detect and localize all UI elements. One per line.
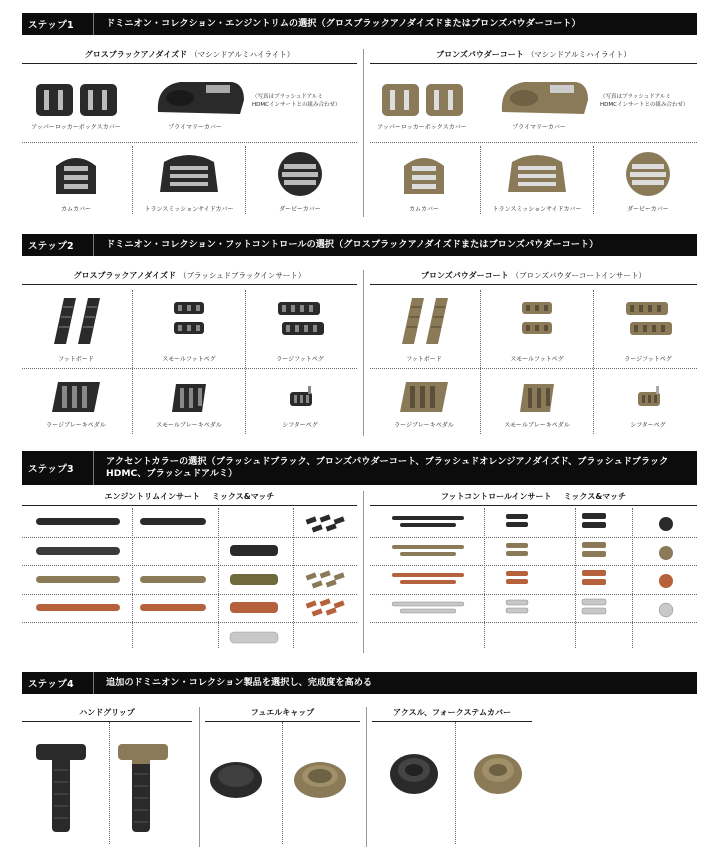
- small-footpeg-bronze-image: [486, 292, 588, 350]
- footboard-bronze-image: [374, 292, 474, 350]
- cam-cover-black: [26, 148, 126, 214]
- footboard-bronze-caption: フットボード: [406, 356, 442, 363]
- step4-heading-handgrip: ハンドグリップ: [22, 707, 192, 722]
- small-footpeg-black: [138, 292, 240, 366]
- step2-left-heading: [22, 270, 357, 285]
- small-brake-pedal-black-caption: スモールブレーキペダル: [156, 422, 222, 429]
- step1-title: ドミニオン・コレクション・エンジントリムの選択（グロスブラックアノダイズドまたはブロンズパウダーコート）: [106, 18, 581, 30]
- step2-left-heading-sub: （ブラッシュドブラックインサート）: [178, 271, 306, 280]
- rocker-box-cover-black-caption: アッパーロッカーボックスカバー: [31, 124, 121, 131]
- primary-cover-bronze-image: [484, 72, 594, 118]
- cam-cover-black-caption: カムカバー: [60, 206, 91, 213]
- engine-trim-inserts-grid: [22, 508, 357, 653]
- derby-cover-bronze: [598, 148, 698, 214]
- transmission-side-cover-bronze-image: [486, 148, 588, 198]
- step2-right-heading: [370, 270, 697, 285]
- derby-cover-black-image: [250, 148, 350, 198]
- footboard-black-caption: フットボード: [58, 356, 94, 363]
- rocker-box-cover-bronze: [372, 72, 472, 134]
- cam-cover-bronze-image: [374, 148, 474, 198]
- small-footpeg-bronze-caption: スモールフットペグ: [510, 356, 564, 363]
- shifter-peg-black-caption: シフターペグ: [282, 422, 318, 429]
- step1-right-heading-sub: （マシンドアルミハイライト）: [526, 50, 631, 59]
- large-footpeg-bronze: [598, 292, 698, 366]
- step1-right-note: [600, 94, 688, 109]
- step1-right-heading: [370, 49, 697, 64]
- step1-left-heading-main: グロスブラックアノダイズド: [84, 50, 188, 59]
- footcontrol-inserts-grid: [370, 508, 697, 653]
- large-footpeg-bronze-caption: ラージフットペグ: [624, 356, 672, 363]
- shifter-peg-bronze-caption: シフターペグ: [630, 422, 666, 429]
- step3-right-heading: [370, 491, 697, 506]
- transmission-side-cover-bronze: [486, 148, 588, 214]
- large-brake-pedal-black-caption: ラージブレーキペダル: [46, 422, 106, 429]
- cam-cover-bronze: [374, 148, 474, 214]
- step3-left-heading: [22, 491, 357, 506]
- small-footpeg-black-image: [138, 292, 240, 350]
- rocker-box-cover-black-image: [26, 72, 126, 118]
- step4-title: 追加のドミニオン・コレクション製品を選択し、完成度を高める: [106, 677, 373, 689]
- step3-left-heading-main: エンジントリムインサート: [104, 492, 201, 501]
- small-brake-pedal-bronze: [486, 372, 588, 434]
- step1-right-note-line1: （写真はブラッシュドアルミ: [600, 94, 671, 100]
- step1-left-note: [252, 94, 340, 109]
- step2-right-heading-sub: （ブロンズパウダーコートインサート）: [511, 271, 646, 280]
- shifter-peg-black: [250, 372, 350, 434]
- step2-right-heading-main: ブロンズパウダーコート: [420, 271, 509, 280]
- step2-title: ドミニオン・コレクション・フットコントロールの選択（グロスブラックアノダイズドまたはブロンズパウダーコート）: [106, 239, 599, 251]
- primary-cover-black: [140, 72, 250, 134]
- small-brake-pedal-bronze-image: [486, 372, 588, 418]
- step1-left-note-line1: （写真はブラッシュドアルミ: [252, 94, 323, 100]
- step1-right-note-line2: HDMCインサートとの組み合わせ）: [600, 101, 689, 108]
- step3-label: ステップ3: [22, 451, 94, 485]
- rocker-box-cover-bronze-image: [372, 72, 472, 118]
- step1-right-heading-main: ブロンズパウダーコート: [436, 50, 524, 59]
- large-footpeg-bronze-image: [598, 292, 698, 350]
- step2-bar: [22, 234, 697, 256]
- step4-products-image: [22, 722, 702, 847]
- step2-label: ステップ2: [22, 234, 94, 256]
- large-brake-pedal-bronze: [374, 372, 474, 434]
- primary-cover-bronze-caption: プライマリーカバー: [512, 124, 566, 131]
- derby-cover-black-caption: ダービーカバー: [279, 206, 321, 213]
- derby-cover-bronze-image: [598, 148, 698, 198]
- transmission-side-cover-black: [138, 148, 240, 214]
- shifter-peg-black-image: [250, 372, 350, 418]
- primary-cover-black-image: [140, 72, 250, 118]
- step2-left-heading-main: グロスブラックアノダイズド: [73, 271, 176, 280]
- step4-heading-fuel-cap: フュエルキャップ: [205, 707, 360, 722]
- step4-heading-axle-cover: アクスル、フォークステムカバー: [372, 707, 532, 722]
- large-footpeg-black-caption: ラージフットペグ: [276, 356, 324, 363]
- transmission-side-cover-bronze-caption: トランスミッションサイドカバー: [492, 206, 582, 213]
- rocker-box-cover-black: [26, 72, 126, 134]
- small-brake-pedal-black: [138, 372, 240, 434]
- small-brake-pedal-black-image: [138, 372, 240, 418]
- small-footpeg-bronze: [486, 292, 588, 366]
- derby-cover-bronze-caption: ダービーカバー: [627, 206, 669, 213]
- rocker-box-cover-bronze-caption: アッパーロッカーボックスカバー: [377, 124, 467, 131]
- shifter-peg-bronze-image: [598, 372, 698, 418]
- step1-left-heading-sub: （マシンドアルミハイライト）: [190, 50, 295, 59]
- shifter-peg-bronze: [598, 372, 698, 434]
- large-brake-pedal-black-image: [26, 372, 126, 418]
- large-brake-pedal-bronze-image: [374, 372, 474, 418]
- step1-left-heading: [22, 49, 357, 64]
- step3-right-heading-sub: ミックス&マッチ: [563, 492, 626, 501]
- primary-cover-bronze: [484, 72, 594, 134]
- step1-left-note-line2: HDMCインサートとの組み合わせ）: [252, 101, 341, 108]
- step1-label: ステップ1: [22, 13, 94, 35]
- step1-bar: [22, 13, 697, 35]
- large-footpeg-black: [250, 292, 350, 366]
- step3-right-heading-main: フットコントロールインサート: [441, 492, 552, 501]
- large-brake-pedal-black: [26, 372, 126, 434]
- step4-label: ステップ4: [22, 672, 94, 694]
- cam-cover-black-image: [26, 148, 126, 198]
- step4-bar: [22, 672, 697, 694]
- large-footpeg-black-image: [250, 292, 350, 350]
- step3-left-heading-sub: ミックス&マッチ: [212, 492, 275, 501]
- footboard-bronze: [374, 292, 474, 366]
- transmission-side-cover-black-image: [138, 148, 240, 198]
- primary-cover-black-caption: プライマリーカバー: [168, 124, 222, 131]
- step3-title: アクセントカラーの選択（ブラッシュドブラック、ブロンズパウダーコート、ブラッシュドオレンジアノダイズド、ブラッシュドブラックHDMC、ブラッシュドアルミ）: [106, 456, 669, 479]
- transmission-side-cover-black-caption: トランスミッションサイドカバー: [144, 206, 234, 213]
- derby-cover-black: [250, 148, 350, 214]
- footboard-black: [26, 292, 126, 366]
- small-footpeg-black-caption: スモールフットペグ: [162, 356, 216, 363]
- cam-cover-bronze-caption: カムカバー: [408, 206, 439, 213]
- footboard-black-image: [26, 292, 126, 350]
- large-brake-pedal-bronze-caption: ラージブレーキペダル: [394, 422, 454, 429]
- step3-bar: [22, 451, 697, 485]
- small-brake-pedal-bronze-caption: スモールブレーキペダル: [504, 422, 570, 429]
